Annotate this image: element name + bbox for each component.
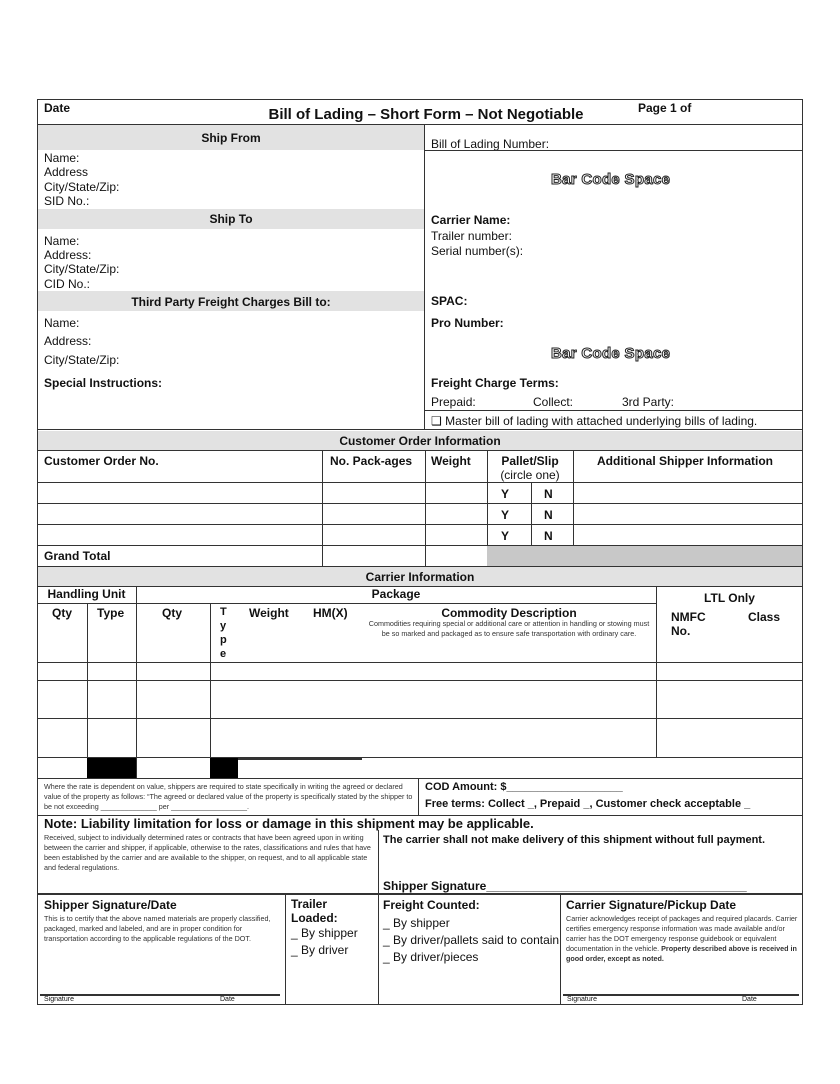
grand-total: Grand Total <box>44 549 111 563</box>
col-weight: Weight <box>431 454 471 468</box>
third-party-name[interactable]: Name: <box>44 316 80 330</box>
third-party-address[interactable]: Address: <box>44 334 92 348</box>
ship-to-name[interactable]: Name: <box>44 234 80 248</box>
ship-to-address[interactable]: Address: <box>44 248 92 262</box>
col-class: Class <box>748 610 781 624</box>
col-hm: HM(X) <box>313 606 348 620</box>
col-pallet-slip: Pallet/Slip <box>501 454 559 468</box>
declared-value-note: Where the rate is dependent on value, shippers are required to state specifically in writing the agreed or declared value of the property as follows: “The agreed or declared value of the property is specifically stated by the shipper to be not exceeding ______________ per ___________________. <box>44 782 413 811</box>
received-text: Received, subject to individually determined rates or contracts that have been agreed upon in writing between the carrier and shipper, if applicable, otherwise to the rates, classifications and rules that have been established by the carrier and are available to the shipper, on request, and to all applicable state and federal regulations. <box>44 833 371 872</box>
col-commodity: Commodity Description <box>441 606 577 620</box>
form-title: Bill of Lading – Short Form – Not Negotiable <box>268 106 584 123</box>
cod-amount[interactable]: COD Amount: $___________________ <box>425 781 623 793</box>
barcode-space-2: Bar Code Space <box>551 345 671 362</box>
col-circle-one: (circle one) <box>500 468 560 482</box>
ship-from-address[interactable]: Address <box>44 165 89 179</box>
customer-order-title: Customer Order Information <box>339 434 501 448</box>
col-pkg-type: T y p e <box>220 606 227 660</box>
trailer-loaded-by-driver[interactable]: _ By driver <box>291 943 349 957</box>
carrier-block-title: Carrier Signature/Pickup Date <box>566 898 737 912</box>
page-label: Page 1 of <box>638 101 692 115</box>
liability-note: Note: Liability limitation for loss or damage in this shipment may be applicable. <box>44 816 534 831</box>
col-hu-type: Type <box>97 606 125 620</box>
special-instructions[interactable]: Special Instructions: <box>44 376 163 390</box>
pallet-y-3[interactable]: Y <box>501 529 510 543</box>
pallet-y-1[interactable]: Y <box>501 487 510 501</box>
free-terms[interactable]: Free terms: Collect _, Prepaid _, Customer check acceptable _ <box>425 798 751 810</box>
col-packages: No. Pack-ages <box>330 454 413 468</box>
handling-unit: Handling Unit <box>47 587 126 601</box>
col-hu-qty: Qty <box>52 606 73 620</box>
package: Package <box>371 587 421 601</box>
ship-from-name[interactable]: Name: <box>44 151 80 165</box>
ship-from-city[interactable]: City/State/Zip: <box>44 180 120 194</box>
col-weight: Weight <box>249 606 289 620</box>
master-bol-checkbox[interactable]: ❑ Master bill of lading with attached underlying bills of lading. <box>431 414 758 428</box>
col-nmfc: NMFC No. <box>671 610 706 638</box>
carrier-name[interactable]: Carrier Name: <box>431 213 511 227</box>
ship-from-title: Ship From <box>201 131 261 145</box>
shipper-certification: This is to certify that the above named materials are properly classified, packaged, marked and labeled, and are in proper condition for transportation according to the applicable regulations of the DOT. <box>44 914 271 943</box>
serial-numbers[interactable]: Serial number(s): <box>431 244 524 258</box>
counted-by-driver-pallets[interactable]: _ By driver/pallets said to contain <box>383 933 560 947</box>
carrier-certification-bold: Property described above is received in good order, except as noted. <box>566 944 797 963</box>
freight-charge-terms: Freight Charge Terms: <box>431 376 559 390</box>
date-label: Date <box>44 101 71 115</box>
col-pkg-qty: Qty <box>162 606 183 620</box>
carrier-signature-field[interactable] <box>563 994 799 996</box>
shipper-date-label: Date <box>220 996 235 1003</box>
shipper-block-title: Shipper Signature/Date <box>44 898 177 912</box>
pro-number[interactable]: Pro Number: <box>431 316 504 330</box>
ship-to-cid[interactable]: CID No.: <box>44 277 91 291</box>
ship-to-title: Ship To <box>209 212 253 226</box>
third-party-title: Third Party Freight Charges Bill to: <box>131 295 331 309</box>
commodity-note: Commodities requiring special or additional care or attention in handling or stowing must be so marked and packaged as to ensure safe transportation with ordinary care. <box>368 619 650 638</box>
counted-by-driver-pieces[interactable]: _ By driver/pieces <box>383 950 479 964</box>
carrier-certification-text: Carrier acknowledges receipt of packages and required placards. Carrier certifies emergency response information was made available and/or carrier has the DOT emergency response guidebook or equivalent documentation in the vehicle. <box>566 914 798 953</box>
shipper-signature-field[interactable] <box>40 994 280 996</box>
carrier-certification <box>566 914 798 964</box>
ltl-only: LTL Only <box>704 591 755 605</box>
counted-by-shipper[interactable]: _ By shipper <box>383 916 450 930</box>
carrier-date-label: Date <box>742 996 757 1003</box>
bol-number[interactable]: Bill of Lading Number: <box>431 137 550 151</box>
pallet-y-2[interactable]: Y <box>501 508 510 522</box>
slip-n-2[interactable]: N <box>544 508 553 522</box>
ship-to-city[interactable]: City/State/Zip: <box>44 262 120 276</box>
trailer-loaded-title: Trailer Loaded: <box>291 897 338 925</box>
no-delivery-note: The carrier shall not make delivery of this shipment without full payment. <box>383 834 766 846</box>
carrier-signature-label: Signature <box>567 996 597 1003</box>
third-party-city[interactable]: City/State/Zip: <box>44 353 120 367</box>
collect-option[interactable]: Collect: <box>533 395 574 409</box>
freight-counted-title: Freight Counted: <box>383 898 480 912</box>
carrier-info-title: Carrier Information <box>365 570 475 584</box>
shipper-signature-label: Signature <box>44 996 74 1003</box>
col-additional-info: Additional Shipper Information <box>597 454 773 468</box>
slip-n-1[interactable]: N <box>544 487 553 501</box>
barcode-space-1: Bar Code Space <box>551 171 671 188</box>
slip-n-3[interactable]: N <box>544 529 553 543</box>
col-customer-order-no: Customer Order No. <box>44 454 159 468</box>
trailer-number[interactable]: Trailer number: <box>431 229 512 243</box>
third-party-option[interactable]: 3rd Party: <box>622 395 675 409</box>
prepaid-option[interactable]: Prepaid: <box>431 395 476 409</box>
shipper-signature-line[interactable]: Shipper Signature_______________________________________ <box>383 879 747 893</box>
spac[interactable]: SPAC: <box>431 294 468 308</box>
trailer-loaded-by-shipper[interactable]: _ By shipper <box>291 926 358 940</box>
ship-from-sid[interactable]: SID No.: <box>44 194 90 208</box>
